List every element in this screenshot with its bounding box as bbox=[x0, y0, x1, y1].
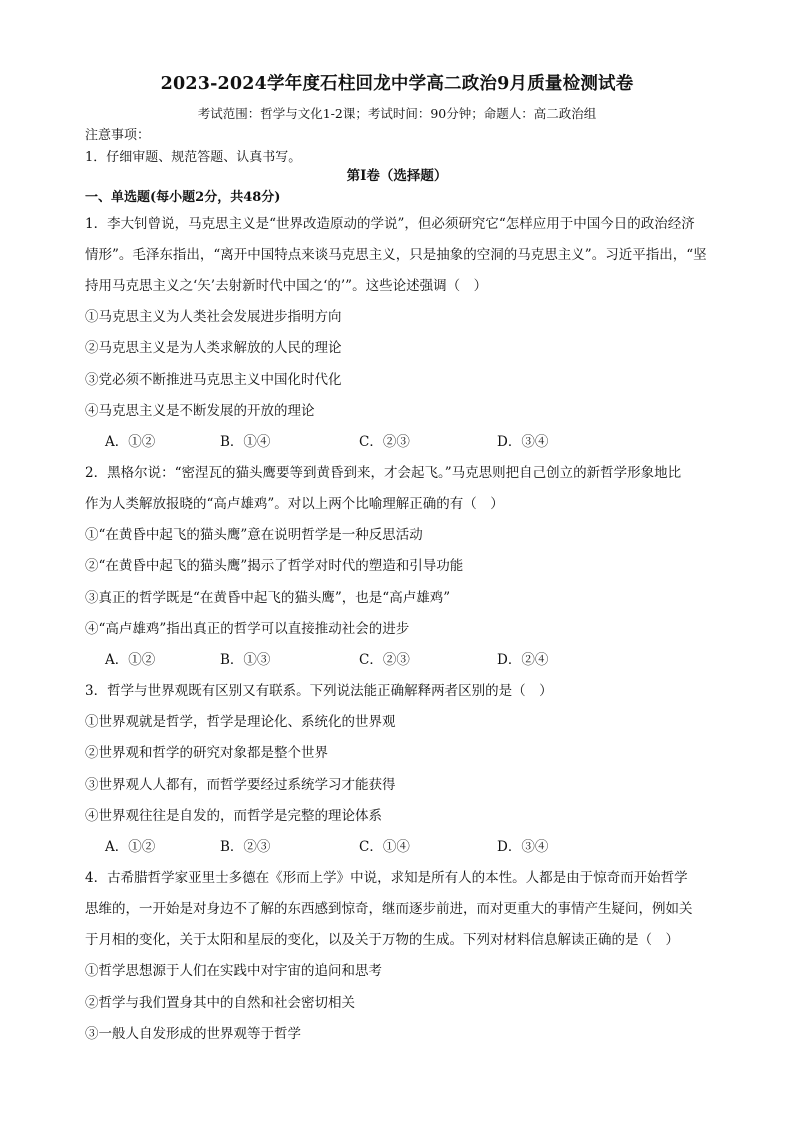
statement: ②“在黄昏中起飞的猫头鹰”揭示了哲学对时代的塑造和引导功能 bbox=[85, 558, 464, 574]
question-text-line: 思维的，一开始是对身边不了解的东西感到惊奇，继而逐步前进，而对更重大的事情产生疑问，例如关 bbox=[85, 901, 693, 917]
exam-title: 2023-2024学年度石柱回龙中学高二政治9月质量检测试卷 bbox=[160, 74, 634, 94]
question-text-line: 持用马克思主义之‘矢’去射新时代中国之‘的’”。这些论述强调（ ） bbox=[85, 278, 488, 294]
statement: ①哲学思想源于人们在实践中对宇宙的追问和思考 bbox=[85, 963, 382, 979]
statement: ②哲学与我们置身其中的自然和社会密切相关 bbox=[85, 995, 355, 1011]
statement: ③世界观人人都有，而哲学要经过系统学习才能获得 bbox=[85, 777, 396, 793]
question-text-line: 4．古希腊哲学家亚里士多德在《形而上学》中说，求知是所有人的本性。人都是由于惊奇而开始哲学 bbox=[85, 870, 688, 886]
option-d: D．③④ bbox=[497, 434, 549, 450]
option-d: D．②④ bbox=[497, 652, 549, 668]
statement: ①马克思主义为人类社会发展进步指明方向 bbox=[85, 309, 342, 325]
statement: ④“高卢雄鸡”指出真正的哲学可以直接推动社会的进步 bbox=[85, 621, 410, 637]
notes-item: 1．仔细审题、规范答题、认真书写。 bbox=[85, 150, 302, 165]
question-text-line: 2．黑格尔说：“密涅瓦的猫头鹰要等到黄昏到来，才会起飞。”马克思则把自己创立的新哲学形象地比 bbox=[85, 465, 682, 481]
statement: ④马克思主义是不断发展的开放的理论 bbox=[85, 403, 315, 419]
statement: ①世界观就是哲学，哲学是理论化、系统化的世界观 bbox=[85, 714, 396, 730]
statement: ③真正的哲学既是“在黄昏中起飞的猫头鹰”，也是“高卢雄鸡” bbox=[85, 590, 451, 606]
statement: ③一般人自发形成的世界观等于哲学 bbox=[85, 1026, 301, 1042]
option-b: B．①④ bbox=[220, 434, 271, 450]
option-d: D．③④ bbox=[497, 839, 549, 855]
option-c: C．②③ bbox=[359, 434, 410, 450]
exam-info: 考试范围：哲学与文化1-2课；考试时间：90分钟；命题人：高二政治组 bbox=[197, 106, 597, 121]
option-a: A．①② bbox=[105, 839, 156, 855]
option-a: A．①② bbox=[105, 652, 156, 668]
question-text-line: 情形”。毛泽东指出，“离开中国特点来谈马克思主义，只是抽象的空洞的马克思主义”。习近平指出，“坚 bbox=[85, 247, 707, 263]
question-text-line: 于月相的变化，关于太阳和星辰的变化，以及关于万物的生成。下列对材料信息解读正确的是（ ） bbox=[85, 932, 679, 948]
part-title: 第Ⅰ卷（选择题） bbox=[346, 168, 448, 184]
option-b: B．①③ bbox=[220, 652, 271, 668]
statement: ①“在黄昏中起飞的猫头鹰”意在说明哲学是一种反思活动 bbox=[85, 527, 423, 543]
option-b: B．②③ bbox=[220, 839, 271, 855]
question-text-line: 1．李大钊曾说，马克思主义是“世界改造原动的学说”，但必须研究它“怎样应用于中国今日的政治经济 bbox=[85, 216, 695, 232]
question-text-line: 3．哲学与世界观既有区别又有联系。下列说法能正确解释两者区别的是（ ） bbox=[85, 683, 553, 699]
statement: ②马克思主义是为人类求解放的人民的理论 bbox=[85, 340, 342, 356]
option-c: C．①④ bbox=[359, 839, 410, 855]
statement: ④世界观往往是自发的，而哲学是完整的理论体系 bbox=[85, 808, 382, 824]
statement: ②世界观和哲学的研究对象都是整个世界 bbox=[85, 745, 328, 761]
section-heading: 一、单选题(每小题2分，共48分) bbox=[85, 190, 281, 205]
question-text-line: 作为人类解放报晓的“高卢雄鸡”。对以上两个比喻理解正确的有（ ） bbox=[85, 496, 504, 512]
option-a: A．①② bbox=[105, 434, 156, 450]
statement: ③党必须不断推进马克思主义中国化时代化 bbox=[85, 372, 342, 388]
option-c: C．②③ bbox=[359, 652, 410, 668]
notes-heading: 注意事项： bbox=[85, 128, 151, 143]
